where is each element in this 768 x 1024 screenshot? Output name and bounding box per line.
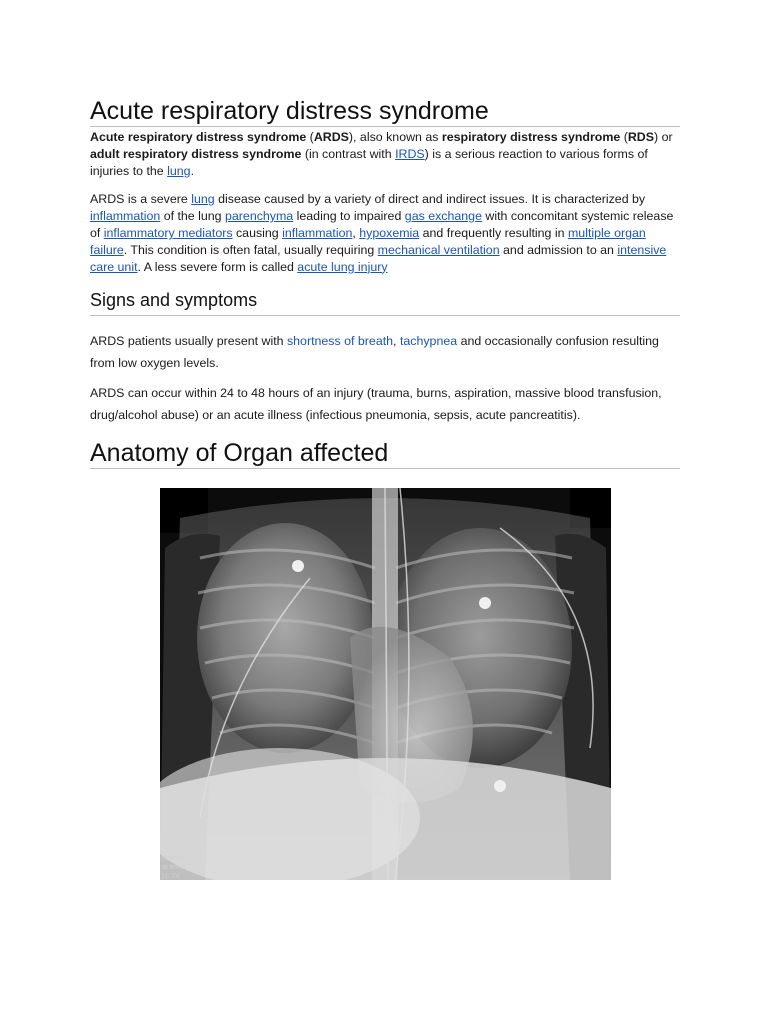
link-intensive-care-unit[interactable]: intensive care unit (90, 242, 667, 274)
link-gas-exchange[interactable]: gas exchange (404, 209, 482, 224)
link-tachypnea[interactable]: tachypnea (399, 334, 458, 349)
link-inflammatory-mediators[interactable]: inflammatory mediators (103, 225, 233, 240)
signs-paragraph (90, 330, 680, 374)
bold-term-rds-full: respiratory distress syndrome (441, 130, 621, 144)
link-mechanical-ventilation[interactable]: mechanical ventilation (377, 242, 500, 257)
xray-corner-text-3: ct: 1V (162, 873, 180, 880)
para-text: , (352, 225, 360, 240)
para-text: , (393, 334, 400, 349)
onset-paragraph: ARDS can occur within 24 to 48 hours of an injury (trauma, burns, aspiration, massive blood transfusion, drug/alcohol abuse) or an acute illness (infectious pneumonia, sepsis, acute pancreatitis). (90, 386, 662, 423)
para-text: causing (232, 225, 283, 240)
para-text: ARDS is a severe (90, 192, 192, 207)
link-hypoxemia[interactable]: hypoxemia (359, 225, 420, 240)
bold-term-rds: RDS (627, 130, 655, 144)
link-inflammation[interactable]: inflammation (90, 209, 161, 224)
intro-text: ( (620, 130, 628, 144)
xray-corner-text-1: rments: (162, 855, 186, 862)
link-inflammation[interactable]: inflammation (282, 225, 353, 240)
para-text: and occasionally confusion resulting from low oxygen levels. (90, 334, 659, 371)
para-text: leading to impaired (293, 209, 405, 224)
signs-heading: Signs and symptoms (90, 289, 680, 316)
para-text: . This condition is often fatal, usually requiring (123, 242, 378, 257)
intro-text: ) is a serious reaction to various forms of injuries to the (90, 146, 648, 178)
intro-text: ( (306, 130, 314, 144)
link-parenchyma[interactable]: parenchyma (225, 209, 294, 224)
intro-text: (in contrast with (301, 146, 396, 161)
anatomy-heading: Anatomy of Organ affected (90, 438, 680, 469)
description-paragraph (90, 191, 680, 275)
link-lung[interactable]: lung (191, 192, 215, 207)
para-text: and frequently resulting in (419, 225, 568, 240)
xray-corner-text-2: at erect (162, 864, 186, 871)
chest-xray-image (160, 488, 611, 880)
intro-text: . (190, 163, 195, 178)
para-text: with concomitant systemic release of (90, 209, 674, 240)
para-text: ARDS patients usually present with (90, 334, 287, 349)
link-shortness-of-breath[interactable]: shortness of breath (286, 334, 394, 349)
xray-drawing (160, 488, 611, 880)
intro-paragraph (90, 129, 680, 179)
bold-term-ards: ARDS (313, 130, 349, 144)
article-title: Acute respiratory distress syndrome (90, 96, 680, 127)
link-multiple-organ-failure[interactable]: multiple organ failure (90, 225, 646, 257)
link-irds[interactable]: IRDS (395, 146, 425, 161)
link-lung[interactable]: lung (167, 163, 191, 178)
intro-text: ) or (654, 130, 673, 144)
para-text: of the lung (160, 209, 226, 224)
bold-term-adult-rds: adult respiratory distress syndrome (90, 146, 302, 161)
para-text: . A less severe form is called (137, 259, 298, 274)
link-acute-lung-injury[interactable]: acute lung injury (297, 259, 388, 274)
bold-term-ards-full: Acute respiratory distress syndrome (90, 130, 307, 144)
intro-text: ), also known as (348, 130, 442, 144)
para-text: disease caused by a variety of direct and indirect issues. It is characterized by (214, 192, 646, 207)
document-page (90, 96, 680, 469)
para-text: and admission to an (499, 242, 618, 257)
